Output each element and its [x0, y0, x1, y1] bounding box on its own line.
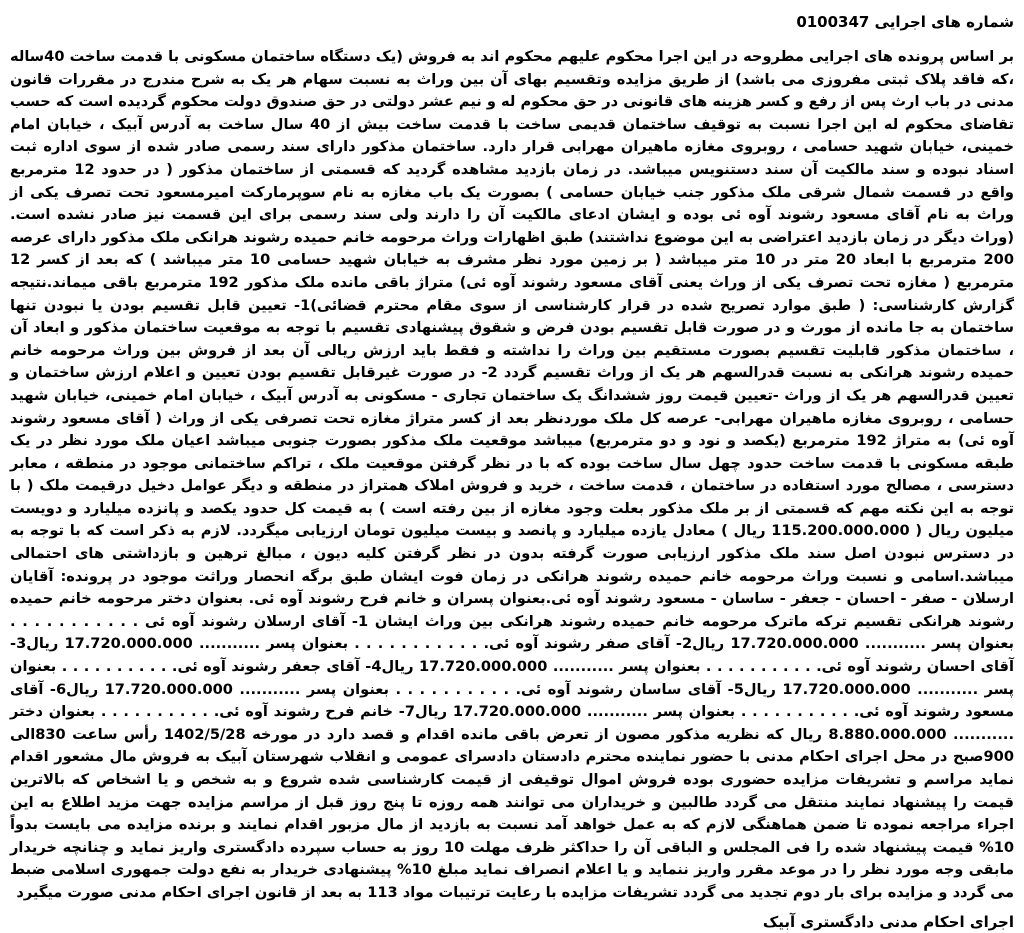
case-number-header: [10, 12, 1014, 32]
case-number-value: 0100347: [796, 13, 870, 31]
notice-body-text: بر اساس پرونده های اجرایی مطروحه در این اجرا محکوم علیهم محکوم اند به فروش (یک دستگاه ساختمان مسکونی با قدمت ساخت 40ساله ،که فاقد پلاک ثبتی مفروزی می باشد) از طریق مزایده وتقسیم بهای آن بین وراث به نسبت سهام هر یک به شرح مندرج در مقررات قانون مدنی در باب ارث پس از رفع و کسر هزینه های قانونی در حق محکوم له و نیم عشر دولتی در حق صندوق دولت محکوم گردیده است که حسب تقاضای محکوم له این اجرا نسبت به توقیف ساختمان قدیمی ساخت با قدمت ساخت بیش از 40 سال ساخت به آدرس آبیک ، خیابان امام خمینی، خیابان شهید حسامی ، روبروی مغازه ماهیران مهرابی قرار دارد. ساختمان مذکور دارای سند رسمی صادر شده از سوی اداره ثبت اسناد نبوده و سند مالکیت آن سند دستنویس میباشد. در زمان بازدید مشاهده گردید که قسمتی از ساختمان مذکور ( در حدود 12 مترمربع واقع در قسمت شمال شرقی ملک مذکور جنب خیابان حسامی ) بصورت یک باب مغازه به نام سوپرمارکت امیرمسعود تحت تصرف یکی از وراث به نام آقای مسعود رشوند آوه ئی بوده و ایشان ادعای مالکیت آن را دارند ولی سند رسمی برای این قسمت نیز صادر نشده است. (وراث دیگر در زمان بازدید اعتراضی به این موضوع نداشتند) طبق اظهارات وراث مرحومه خانم حمیده رشوند هرانکی ملک مذکور دارای عرصه 200 مترمربع با ابعاد 20 متر در 10 متر میباشد ( بر زمین مورد نظر مشرف به خیابان شهید حسامی 10 متر میباشد ) که بعد از کسر 12 مترمربع ( مغازه تحت تصرف یکی از وراث یعنی آقای مسعود رشوند آوه ئی) متراژ باقی مانده ملک مذکور 192 مترمربع باقی میماند.نتیجه گزارش کارشناسی: ( طبق موارد تصریح شده در قرار کارشناسی از سوی مقام محترم قضائی)1- تعیین قابل تقسیم بودن یا نبودن تنها ساختمان به جا مانده از مورث و در صورت قابل تقسیم بودن فرض و شقوق پیشنهادی تقسیم با توجه به موقعیت ساختمان مذکور و ابعاد آن ، ساختمان مذکور قابلیت تقسیم بصورت مستقیم بین وراث را نداشته و فقط باید ارزش ریالی آن بعد از فروش بین وراث مرحومه خانم حمیده رشوند هرانکی به نسبت قدرالسهم هر یک از وراث تقسیم گردد 2- در صورت غیرقابل تقسیم بودن تعیین و اعلام ارزش ساختمان و تعیین قدرالسهم هر یک از وراث -تعیین قیمت روز ششدانگ یک ساختمان تجاری - مسکونی به آدرس آبیک ، خیابان امام خمینی، خیابان شهید حسامی ، روبروی مغازه ماهیران مهرابی- عرصه کل ملک موردنظر بعد از کسر متراژ مغازه تحت تصرفی یکی از وراث ( آقای مسعود رشوند آوه ئی) به متراژ 192 مترمربع (یکصد و نود و دو مترمربع) میباشد موقعیت ملک مذکور بصورت جنوبی میباشد اعیان ملک مورد نظر در یک طبقه مسکونی با قدمت ساخت حدود چهل سال ساخت بوده که با در نظر گرفتن موقعیت ملک ، تراکم ساختمانی موجود در منطقه ، معابر دسترسی ، مصالح مورد استفاده در ساختمان ، قدمت ساخت ، خرید و فروش املاک همتراز در منطقه و دیگر عوامل دخیل درقیمت ملک ( با توجه به این نکته مهم که قسمتی از بر ملک مذکور بعلت وجود مغازه از بین رفته است ) به قیمت کل حدود یکصد و پانزده میلیارد و دویست میلیون ریال ( 115.200.000.000 ریال ) معادل یازده میلیارد و پانصد و بیست میلیون تومان ارزیابی میگردد. لازم به ذکر است که با توجه به در دسترس نبودن اصل سند ملک مذکور ارزیابی صورت گرفته بدون در نظر گرفتن کلیه دیون ، مبالغ ترهین و بازداشتی های احتمالی میباشد.اسامی و نسبت وراث مرحومه خانم حمیده رشوند هرانکی در زمان فوت ایشان طبق برگه انحصار وراثت موجود در پرونده: آقایان ارسلان - صفر - احسان - جعفر - ساسان - مسعود رشوند آوه ئی.بعنوان پسران و خانم فرح رشوند آوه ئی. بعنوان دختر مرحومه خانم حمیده رشوند هرانکی تقسیم ترکه ماترک مرحومه خانم حمیده رشوند هرانکی بین وراث ایشان 1- آقای ارسلان رشوند آوه ئی . . . . . . . . . . . بعنوان پسر ........... 17.720.000.000 ریال2- آقای صفر رشوند آوه ئی. . . . . . . . . . . . بعنوان پسر ........... 17.720.000.000 ریال3- آقای احسان رشوند آوه ئی. . . . . . . . . . . بعنوان پسر ........... 17.720.000.000 ریال4- آقای جعفر رشوند آوه ئی. . . . . . . . . . . بعنوان پسر ........... 17.720.000.000 ریال5- آقای ساسان رشوند آوه ئی. . . . . . . . . . . بعنوان پسر ........... 17.720.000.000 ریال6- آقای مسعود رشوند آوه ئی. . . . . . . . . . . بعنوان پسر ........... 17.720.000.000 ریال7- خانم فرح رشوند آوه ئی. . . . . . . . . . . بعنوان دختر ........... 8.880.000.000 ریال که نظریه مذکور مصون از تعرض باقی مانده اقدام و قصد دارد در مورخه 1402/5/28 رأس ساعت 830الی 900صبح در محل اجرای احکام مدنی با حضور نماینده محترم دادستان دادسرای عمومی و انقلاب شهرستان آبیک به فروش مال مشعور اقدام نماید مراسم و تشریفات مزایده حضوری بوده فروش اموال توقیفی از قیمت کارشناسی شده شروع و به شخص و یا اشخاص که بالاترین قیمت را پیشنهاد نمایند منتقل می گردد طالبین و خریداران می توانند همه روزه تا پنج روز قبل از مراسم مزایده جهت مزید اطلاع به این اجراء مراجعه نموده تا ضمن هماهنگی لازم که به عمل خواهد آمد نسبت به بازدید از مال مزبور اقدام نمایند و برنده مزایده می بایست بدواً 10% قیمت پیشنهاد شده را فی المجلس و الباقی آن را حداکثر ظرف مهلت 10 روز به حساب سپرده دادگستری واریز نماید و چنانچه خریدار مابقی وجه مورد نظر را در موعد مقرر واریز ننماید و یا اعلام انصراف نماید مبلغ 10% پیشنهادی خریدار به نفع دولت جمهوری اسلامی ضبط می گردد و مزایده برای بار دوم تجدید می گردد تشریفات مزایده با رعایت ترتیبات مواد 113 به بعد از قانون اجرای احکام مدنی صورت میگیرد: [10, 48, 1015, 901]
issuer-signature: اجرای احکام مدنی دادگستری آبیک: [762, 912, 1014, 931]
case-number-label: شماره های اجرایی: [874, 13, 1014, 31]
